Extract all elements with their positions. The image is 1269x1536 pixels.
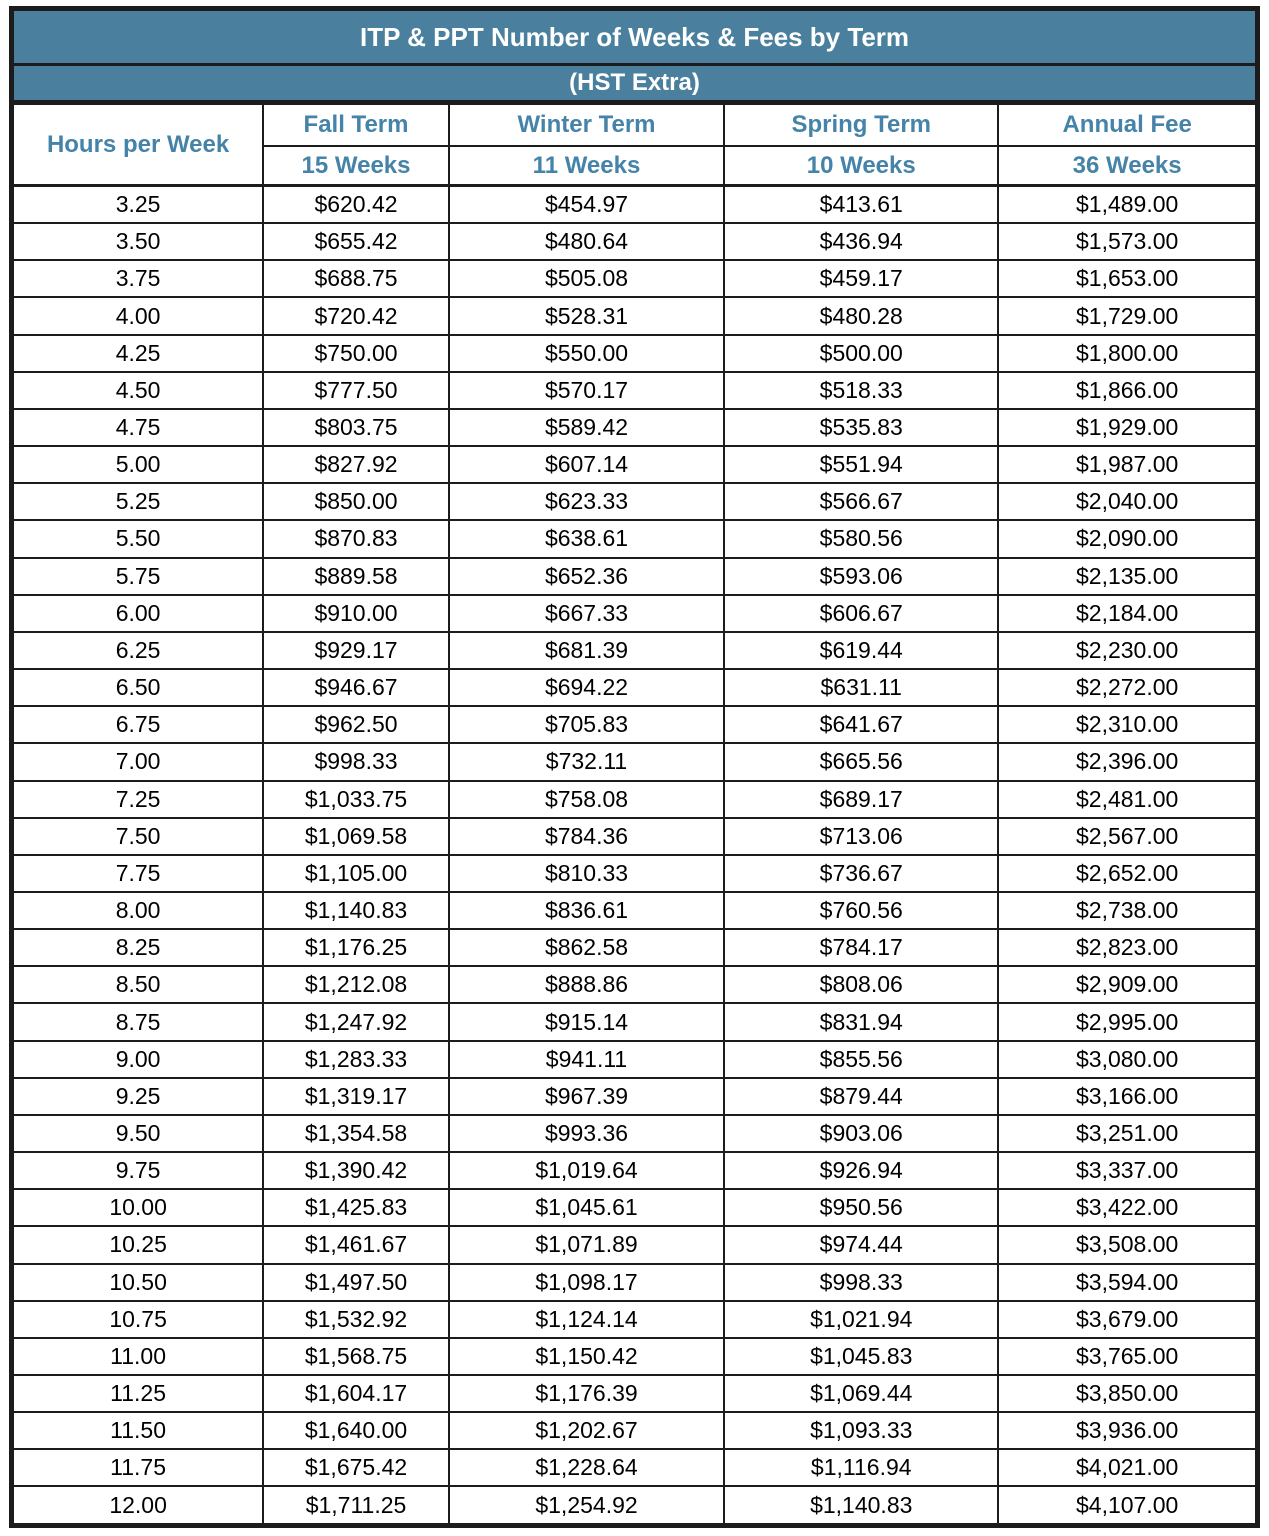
winter-fee-cell: $681.39 <box>449 632 724 669</box>
winter-fee-cell: $589.42 <box>449 409 724 446</box>
fall-fee-cell: $688.75 <box>263 260 449 297</box>
winter-fee-cell: $652.36 <box>449 558 724 595</box>
table-row <box>12 1338 1258 1375</box>
fall-fee-cell: $1,390.42 <box>263 1152 449 1189</box>
winter-fee-cell: $505.08 <box>449 260 724 297</box>
hours-cell: 5.75 <box>12 558 264 595</box>
spring-fee-cell: $535.83 <box>724 409 998 446</box>
table-row <box>12 595 1258 632</box>
fall-fee-cell: $827.92 <box>263 446 449 483</box>
spring-fee-cell: $760.56 <box>724 892 998 929</box>
hours-cell: 9.75 <box>12 1152 264 1189</box>
annual-fee-cell: $3,337.00 <box>998 1152 1257 1189</box>
annual-fee-cell: $1,800.00 <box>998 335 1257 372</box>
fall-fee-cell: $910.00 <box>263 595 449 632</box>
fall-fee-cell: $1,069.58 <box>263 818 449 855</box>
hours-cell: 10.50 <box>12 1264 264 1301</box>
hours-cell: 3.75 <box>12 260 264 297</box>
annual-fee-cell: $2,738.00 <box>998 892 1257 929</box>
winter-fee-cell: $667.33 <box>449 595 724 632</box>
winter-fee-cell: $967.39 <box>449 1078 724 1115</box>
table-row <box>12 1264 1258 1301</box>
table-row <box>12 223 1258 260</box>
spring-fee-cell: $831.94 <box>724 1003 998 1040</box>
spring-fee-cell: $879.44 <box>724 1078 998 1115</box>
spring-fee-cell: $950.56 <box>724 1189 998 1226</box>
winter-fee-cell: $810.33 <box>449 855 724 892</box>
fall-fee-cell: $1,532.92 <box>263 1301 449 1338</box>
fall-fee-cell: $1,212.08 <box>263 966 449 1003</box>
spring-fee-cell: $518.33 <box>724 372 998 409</box>
table-subtitle: (HST Extra) <box>12 65 1258 103</box>
winter-fee-cell: $862.58 <box>449 929 724 966</box>
hours-cell: 12.00 <box>12 1486 264 1525</box>
hours-cell: 10.25 <box>12 1226 264 1263</box>
annual-fee-cell: $4,107.00 <box>998 1486 1257 1525</box>
annual-weeks-header: 36 Weeks <box>998 146 1257 186</box>
annual-fee-cell: $4,021.00 <box>998 1449 1257 1486</box>
annual-fee-cell: $2,310.00 <box>998 706 1257 743</box>
annual-fee-cell: $1,929.00 <box>998 409 1257 446</box>
fall-fee-cell: $1,604.17 <box>263 1375 449 1412</box>
spring-fee-cell: $606.67 <box>724 595 998 632</box>
annual-fee-cell: $3,422.00 <box>998 1189 1257 1226</box>
spring-fee-cell: $736.67 <box>724 855 998 892</box>
fall-fee-cell: $1,425.83 <box>263 1189 449 1226</box>
fall-fee-cell: $870.83 <box>263 520 449 557</box>
winter-fee-cell: $528.31 <box>449 297 724 334</box>
table-row <box>12 186 1258 224</box>
annual-fee-cell: $3,765.00 <box>998 1338 1257 1375</box>
annual-fee-cell: $3,251.00 <box>998 1115 1257 1152</box>
table-row <box>12 1189 1258 1226</box>
fall-fee-cell: $1,319.17 <box>263 1078 449 1115</box>
spring-fee-cell: $459.17 <box>724 260 998 297</box>
spring-fee-cell: $1,140.83 <box>724 1486 998 1525</box>
fall-fee-cell: $1,176.25 <box>263 929 449 966</box>
annual-fee-cell: $2,135.00 <box>998 558 1257 595</box>
annual-fee-cell: $2,184.00 <box>998 595 1257 632</box>
spring-fee-cell: $926.94 <box>724 1152 998 1189</box>
fall-fee-cell: $998.33 <box>263 743 449 780</box>
winter-fee-cell: $570.17 <box>449 372 724 409</box>
winter-fee-cell: $1,071.89 <box>449 1226 724 1263</box>
winter-fee-cell: $705.83 <box>449 706 724 743</box>
hours-cell: 8.00 <box>12 892 264 929</box>
table-row <box>12 558 1258 595</box>
table-row <box>12 743 1258 780</box>
fall-fee-cell: $1,675.42 <box>263 1449 449 1486</box>
annual-fee-cell: $2,909.00 <box>998 966 1257 1003</box>
fall-fee-cell: $777.50 <box>263 372 449 409</box>
spring-fee-cell: $480.28 <box>724 297 998 334</box>
spring-fee-cell: $784.17 <box>724 929 998 966</box>
spring-fee-cell: $974.44 <box>724 1226 998 1263</box>
hours-cell: 9.00 <box>12 1041 264 1078</box>
annual-fee-cell: $2,040.00 <box>998 483 1257 520</box>
fall-fee-cell: $1,497.50 <box>263 1264 449 1301</box>
table-row <box>12 1412 1258 1449</box>
annual-fee-cell: $3,936.00 <box>998 1412 1257 1449</box>
fall-fee-cell: $1,247.92 <box>263 1003 449 1040</box>
fall-fee-cell: $1,033.75 <box>263 781 449 818</box>
winter-fee-cell: $1,045.61 <box>449 1189 724 1226</box>
annual-fee-cell: $3,508.00 <box>998 1226 1257 1263</box>
hours-cell: 4.00 <box>12 297 264 334</box>
winter-fee-cell: $888.86 <box>449 966 724 1003</box>
fall-fee-cell: $620.42 <box>263 186 449 224</box>
spring-fee-cell: $619.44 <box>724 632 998 669</box>
fall-fee-cell: $1,640.00 <box>263 1412 449 1449</box>
annual-fee-cell: $1,866.00 <box>998 372 1257 409</box>
winter-fee-cell: $1,019.64 <box>449 1152 724 1189</box>
spring-fee-cell: $580.56 <box>724 520 998 557</box>
hours-cell: 5.25 <box>12 483 264 520</box>
hours-cell: 5.00 <box>12 446 264 483</box>
spring-fee-cell: $593.06 <box>724 558 998 595</box>
table-row <box>12 929 1258 966</box>
hours-cell: 5.50 <box>12 520 264 557</box>
spring-fee-cell: $665.56 <box>724 743 998 780</box>
fall-fee-cell: $1,461.67 <box>263 1226 449 1263</box>
annual-fee-cell: $1,573.00 <box>998 223 1257 260</box>
spring-fee-cell: $566.67 <box>724 483 998 520</box>
spring-fee-cell: $641.67 <box>724 706 998 743</box>
annual-fee-cell: $2,995.00 <box>998 1003 1257 1040</box>
winter-fee-cell: $732.11 <box>449 743 724 780</box>
table-body <box>12 186 1258 1526</box>
annual-fee-cell: $3,080.00 <box>998 1041 1257 1078</box>
hours-cell: 6.00 <box>12 595 264 632</box>
spring-fee-cell: $631.11 <box>724 669 998 706</box>
annual-fee-cell: $2,823.00 <box>998 929 1257 966</box>
fall-fee-cell: $962.50 <box>263 706 449 743</box>
table-row <box>12 781 1258 818</box>
winter-fee-cell: $941.11 <box>449 1041 724 1078</box>
annual-fee-cell: $3,166.00 <box>998 1078 1257 1115</box>
fall-term-header: Fall Term <box>263 103 449 147</box>
hours-cell: 7.75 <box>12 855 264 892</box>
winter-weeks-header: 11 Weeks <box>449 146 724 186</box>
table-row <box>12 409 1258 446</box>
table-row <box>12 892 1258 929</box>
subtitle-row <box>12 65 1258 103</box>
fall-fee-cell: $803.75 <box>263 409 449 446</box>
annual-fee-cell: $1,987.00 <box>998 446 1257 483</box>
annual-fee-cell: $1,653.00 <box>998 260 1257 297</box>
winter-fee-cell: $915.14 <box>449 1003 724 1040</box>
spring-fee-cell: $436.94 <box>724 223 998 260</box>
winter-fee-cell: $758.08 <box>449 781 724 818</box>
fall-fee-cell: $850.00 <box>263 483 449 520</box>
fall-fee-cell: $1,105.00 <box>263 855 449 892</box>
winter-fee-cell: $784.36 <box>449 818 724 855</box>
fall-fee-cell: $1,140.83 <box>263 892 449 929</box>
hours-cell: 6.25 <box>12 632 264 669</box>
fall-fee-cell: $1,283.33 <box>263 1041 449 1078</box>
spring-fee-cell: $551.94 <box>724 446 998 483</box>
table-row <box>12 520 1258 557</box>
table-row <box>12 1041 1258 1078</box>
annual-fee-cell: $2,090.00 <box>998 520 1257 557</box>
spring-fee-cell: $413.61 <box>724 186 998 224</box>
table-row <box>12 706 1258 743</box>
hours-cell: 9.25 <box>12 1078 264 1115</box>
winter-fee-cell: $1,176.39 <box>449 1375 724 1412</box>
spring-fee-cell: $1,021.94 <box>724 1301 998 1338</box>
winter-fee-cell: $1,254.92 <box>449 1486 724 1525</box>
hours-cell: 4.50 <box>12 372 264 409</box>
annual-fee-cell: $1,489.00 <box>998 186 1257 224</box>
table-row <box>12 1078 1258 1115</box>
spring-fee-cell: $713.06 <box>724 818 998 855</box>
spring-fee-cell: $1,116.94 <box>724 1449 998 1486</box>
spring-fee-cell: $903.06 <box>724 1115 998 1152</box>
table-row <box>12 1152 1258 1189</box>
hours-cell: 11.50 <box>12 1412 264 1449</box>
fall-fee-cell: $889.58 <box>263 558 449 595</box>
table-row <box>12 297 1258 334</box>
annual-fee-header: Annual Fee <box>998 103 1257 147</box>
hours-cell: 8.75 <box>12 1003 264 1040</box>
fall-fee-cell: $750.00 <box>263 335 449 372</box>
spring-fee-cell: $1,093.33 <box>724 1412 998 1449</box>
hours-cell: 11.75 <box>12 1449 264 1486</box>
fall-fee-cell: $929.17 <box>263 632 449 669</box>
annual-fee-cell: $3,594.00 <box>998 1264 1257 1301</box>
table-row <box>12 260 1258 297</box>
hours-cell: 7.25 <box>12 781 264 818</box>
fall-weeks-header: 15 Weeks <box>263 146 449 186</box>
hours-cell: 9.50 <box>12 1115 264 1152</box>
winter-fee-cell: $638.61 <box>449 520 724 557</box>
fees-table <box>9 6 1260 1528</box>
winter-fee-cell: $836.61 <box>449 892 724 929</box>
fall-fee-cell: $655.42 <box>263 223 449 260</box>
hours-cell: 3.50 <box>12 223 264 260</box>
table-row <box>12 1003 1258 1040</box>
hours-cell: 6.75 <box>12 706 264 743</box>
annual-fee-cell: $2,396.00 <box>998 743 1257 780</box>
table-row <box>12 966 1258 1003</box>
annual-fee-cell: $2,652.00 <box>998 855 1257 892</box>
winter-fee-cell: $454.97 <box>449 186 724 224</box>
winter-term-header: Winter Term <box>449 103 724 147</box>
winter-fee-cell: $480.64 <box>449 223 724 260</box>
winter-fee-cell: $1,202.67 <box>449 1412 724 1449</box>
spring-fee-cell: $855.56 <box>724 1041 998 1078</box>
hours-cell: 11.25 <box>12 1375 264 1412</box>
table-row <box>12 1115 1258 1152</box>
fall-fee-cell: $946.67 <box>263 669 449 706</box>
annual-fee-cell: $2,567.00 <box>998 818 1257 855</box>
spring-weeks-header: 10 Weeks <box>724 146 998 186</box>
fall-fee-cell: $1,568.75 <box>263 1338 449 1375</box>
hours-cell: 3.25 <box>12 186 264 224</box>
spring-fee-cell: $808.06 <box>724 966 998 1003</box>
annual-fee-cell: $2,481.00 <box>998 781 1257 818</box>
table-row <box>12 855 1258 892</box>
winter-fee-cell: $993.36 <box>449 1115 724 1152</box>
term-header-row <box>12 103 1258 147</box>
hours-cell: 4.25 <box>12 335 264 372</box>
spring-fee-cell: $998.33 <box>724 1264 998 1301</box>
hours-cell: 7.50 <box>12 818 264 855</box>
spring-term-header: Spring Term <box>724 103 998 147</box>
winter-fee-cell: $550.00 <box>449 335 724 372</box>
table-row <box>12 669 1258 706</box>
hours-cell: 8.50 <box>12 966 264 1003</box>
table-row <box>12 1301 1258 1338</box>
table-row <box>12 372 1258 409</box>
annual-fee-cell: $1,729.00 <box>998 297 1257 334</box>
annual-fee-cell: $3,850.00 <box>998 1375 1257 1412</box>
table-row <box>12 632 1258 669</box>
table-row <box>12 1375 1258 1412</box>
spring-fee-cell: $1,069.44 <box>724 1375 998 1412</box>
annual-fee-cell: $2,230.00 <box>998 632 1257 669</box>
title-row <box>12 9 1258 65</box>
table-row <box>12 818 1258 855</box>
table-row <box>12 1449 1258 1486</box>
table-row <box>12 1226 1258 1263</box>
hours-cell: 4.75 <box>12 409 264 446</box>
spring-fee-cell: $500.00 <box>724 335 998 372</box>
winter-fee-cell: $1,124.14 <box>449 1301 724 1338</box>
fall-fee-cell: $1,354.58 <box>263 1115 449 1152</box>
hours-cell: 6.50 <box>12 669 264 706</box>
table-row <box>12 483 1258 520</box>
winter-fee-cell: $623.33 <box>449 483 724 520</box>
table-title: ITP & PPT Number of Weeks & Fees by Term <box>12 9 1258 65</box>
hours-cell: 8.25 <box>12 929 264 966</box>
table-row <box>12 335 1258 372</box>
winter-fee-cell: $1,150.42 <box>449 1338 724 1375</box>
hours-cell: 10.00 <box>12 1189 264 1226</box>
winter-fee-cell: $1,228.64 <box>449 1449 724 1486</box>
hours-cell: 11.00 <box>12 1338 264 1375</box>
table-row <box>12 446 1258 483</box>
winter-fee-cell: $607.14 <box>449 446 724 483</box>
annual-fee-cell: $3,679.00 <box>998 1301 1257 1338</box>
hours-per-week-header: Hours per Week <box>12 103 264 186</box>
hours-cell: 10.75 <box>12 1301 264 1338</box>
table-row <box>12 1486 1258 1525</box>
spring-fee-cell: $689.17 <box>724 781 998 818</box>
spring-fee-cell: $1,045.83 <box>724 1338 998 1375</box>
annual-fee-cell: $2,272.00 <box>998 669 1257 706</box>
fall-fee-cell: $1,711.25 <box>263 1486 449 1525</box>
winter-fee-cell: $694.22 <box>449 669 724 706</box>
fall-fee-cell: $720.42 <box>263 297 449 334</box>
hours-cell: 7.00 <box>12 743 264 780</box>
winter-fee-cell: $1,098.17 <box>449 1264 724 1301</box>
